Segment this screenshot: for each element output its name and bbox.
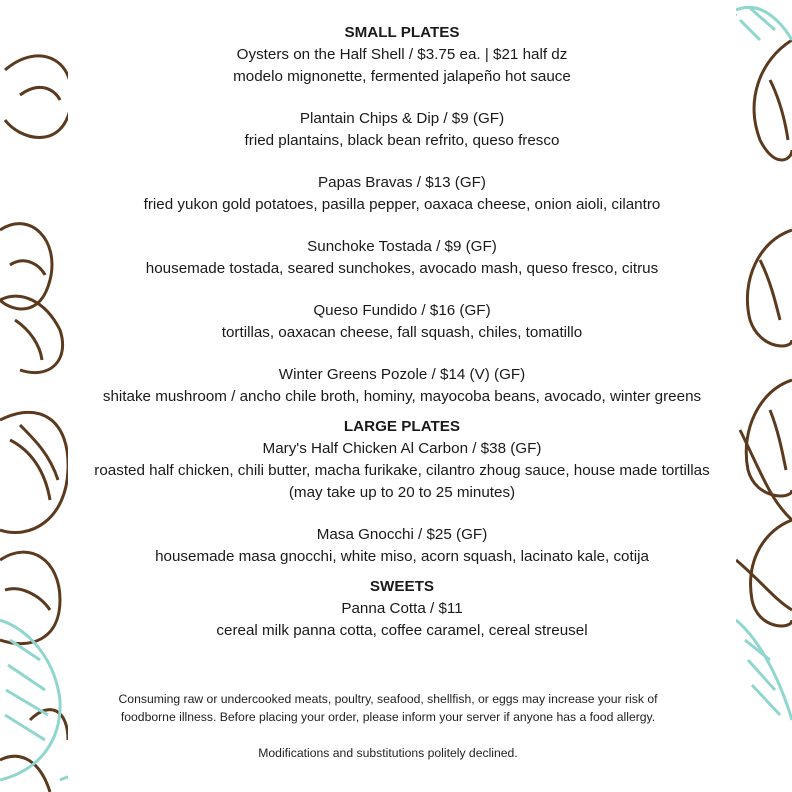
item-description: shitake mushroom / ancho chile broth, hominy, mayocoba beans, avocado, winter greens xyxy=(102,388,702,405)
menu-item xyxy=(68,44,736,88)
item-description: cereal milk panna cotta, coffee caramel, cereal streusel xyxy=(216,622,588,639)
item-description: housemade tostada, seared sunchokes, avocado mash, queso fresco, citrus xyxy=(145,260,659,277)
item-name: Oysters on the Half Shell / $3.75 ea. | $21 half dz xyxy=(236,46,568,63)
menu-item xyxy=(68,108,736,152)
item-name: Plantain Chips & Dip / $9 (GF) xyxy=(299,110,505,127)
item-name: Panna Cotta / $11 xyxy=(341,600,463,617)
section-large-plates xyxy=(68,416,736,568)
section-sweets xyxy=(68,576,736,642)
menu-item xyxy=(68,364,736,408)
section-title: SWEETS xyxy=(369,578,435,595)
menu-item xyxy=(68,236,736,280)
item-name: Winter Greens Pozole / $14 (V) (GF) xyxy=(278,366,526,383)
modifications-notice: Modifications and substitutions politely declined. xyxy=(258,746,518,760)
section-title: LARGE PLATES xyxy=(343,418,461,435)
item-name: Masa Gnocchi / $25 (GF) xyxy=(316,526,488,543)
menu-item xyxy=(68,172,736,216)
menu-item xyxy=(68,524,736,568)
allergy-disclaimer-line-1: Consuming raw or undercooked meats, poultry, seafood, shellfish, or eggs may increase your risk of xyxy=(118,692,658,706)
item-description: fried yukon gold potatoes, pasilla pepper, oaxaca cheese, onion aioli, cilantro xyxy=(143,196,661,213)
menu-item xyxy=(68,598,736,642)
item-description: modelo mignonette, fermented jalapeño hot sauce xyxy=(233,68,571,85)
allergy-disclaimer-line-2: foodborne illness. Before placing your order, please inform your server if anyone has a food allergy. xyxy=(120,710,656,724)
item-name: Queso Fundido / $16 (GF) xyxy=(313,302,491,319)
section-title: SMALL PLATES xyxy=(344,24,460,41)
item-description: tortillas, oaxacan cheese, fall squash, chiles, tomatillo xyxy=(221,324,583,341)
item-name: Sunchoke Tostada / $9 (GF) xyxy=(307,238,497,255)
menu-footer xyxy=(68,690,708,762)
menu-content xyxy=(68,22,736,642)
menu-item xyxy=(68,300,736,344)
item-description: fried plantains, black bean refrito, queso fresco xyxy=(244,132,560,149)
section-small-plates xyxy=(68,22,736,408)
item-description: roasted half chicken, chili butter, macha furikake, cilantro zhoug sauce, house made tortillas xyxy=(94,462,710,479)
item-note: (may take up to 20 to 25 minutes) xyxy=(288,484,516,501)
item-name: Papas Bravas / $13 (GF) xyxy=(318,174,486,191)
item-description: housemade masa gnocchi, white miso, acorn squash, lacinato kale, cotija xyxy=(155,548,649,565)
menu-item xyxy=(68,438,736,504)
item-name: Mary's Half Chicken Al Carbon / $38 (GF) xyxy=(262,440,542,457)
